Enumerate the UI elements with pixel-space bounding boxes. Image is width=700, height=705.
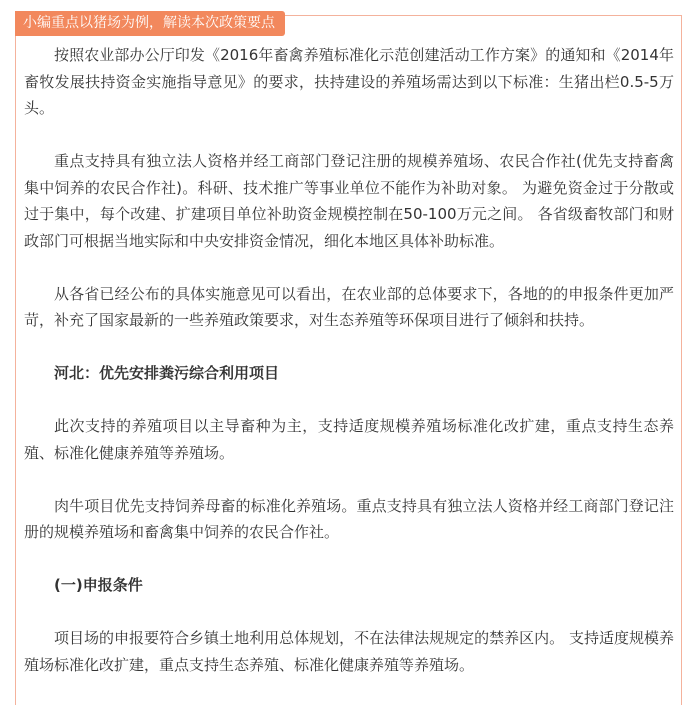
- paragraph-support-targets: 重点支持具有独立法人资格并经工商部门登记注册的规模养殖场、农民合作社(优先支持畜禽集中饲养的农民合作社)。科研、技术推广等事业单位不能作为补助对象。 为避免资金过于分散或过于集中，每个改建、扩建项目单位补助资金规模控制在50-100万元之间。 各省级畜牧部门和财政部门可根据当地实际和中央安排资金情况，细化本地区具体补助标准。: [24, 152, 674, 250]
- heading-application-conditions: (一)申报条件: [54, 576, 143, 594]
- article-body: [24, 42, 674, 678]
- paragraph-gap: [24, 122, 674, 149]
- paragraph-provincial-opinions: 从各省已经公布的具体实施意见可以看出，在农业部的总体要求下，各地的的申报条件更加严苛，补充了国家最新的一些养殖政策要求，对生态养殖等环保项目进行了倾斜和扶持。: [24, 284, 674, 329]
- paragraph-application-rules: 项目场的申报要符合乡镇土地利用总体规划，不在法律法规规定的禁养区内。 支持适度规模养殖场标准化改扩建，重点支持生态养殖、标准化健康养殖等养殖场。: [24, 629, 674, 674]
- paragraph-gap: [24, 334, 674, 361]
- paragraph-gap: [24, 599, 674, 626]
- paragraph-gap: [24, 387, 674, 414]
- paragraph-hebei-projects: 此次支持的养殖项目以主导畜种为主，支持适度规模养殖场标准化改扩建，重点支持生态养殖、标准化健康养殖等养殖场。: [24, 417, 674, 462]
- paragraph-beef-projects: 肉牛项目优先支持饲养母畜的标准化养殖场。重点支持具有独立法人资格并经工商部门登记注册的规模养殖场和畜禽集中饲养的农民合作社。: [24, 496, 674, 541]
- paragraph-gap: [24, 546, 674, 573]
- paragraph-gap: [24, 254, 674, 281]
- paragraph-gap: [24, 466, 674, 493]
- paragraph-standards: 按照农业部办公厅印发《2016年畜禽养殖标准化示范创建活动工作方案》的通知和《2014年畜牧发展扶持资金实施指导意见》的要求，扶持建设的养殖场需达到以下标准：生猪出栏0.5-5万头。: [24, 46, 674, 117]
- heading-hebei: 河北：优先安排粪污综合利用项目: [54, 364, 280, 382]
- section-header-tab: 小编重点以猪场为例，解读本次政策要点: [15, 11, 285, 36]
